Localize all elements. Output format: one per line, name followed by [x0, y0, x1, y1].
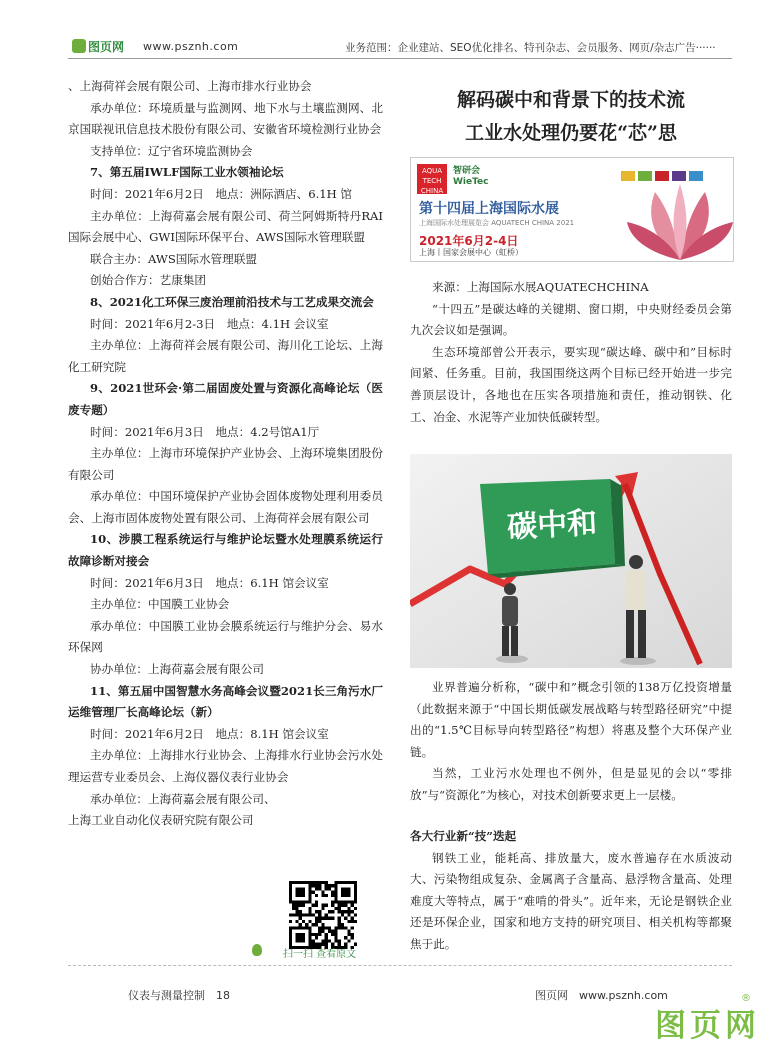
forum-detail: 联合主办：AWS国际水管理联盟 — [90, 251, 257, 266]
article-section — [410, 826, 732, 956]
forum-detail: 协办单位：上海荷嘉会展有限公司 — [90, 662, 264, 677]
left-column — [68, 76, 383, 832]
site-logo[interactable]: 图页网 — [72, 38, 124, 55]
article-paragraph: 当然，工业污水处理也不例外，但是显见的会以“零排放”与“资源化”为核心，对技术创新要求更上一层楼。 — [410, 766, 732, 802]
banner-subtitle: 上海国际水处理展览会 AQUATECH CHINA 2021 — [419, 219, 575, 227]
sign-text: 碳中和 — [506, 505, 599, 546]
forum-detail: 创始合作方：艺康集团 — [90, 273, 206, 288]
forum-detail: 支持单位：辽宁省环境监测协会 — [90, 143, 253, 158]
forum-detail: 、上海荷祥会展有限公司、上海市排水行业协会 — [68, 79, 312, 93]
wietec-logo: 智研会 WieTec — [453, 166, 489, 187]
qr-code-icon[interactable] — [289, 881, 357, 949]
site-url[interactable]: www.psznh.com — [143, 40, 239, 53]
forum-detail: 时间：2021年6月3日 地点：4.2号馆A1厅 — [90, 424, 320, 439]
forum-detail: 上海工业自动化仪表研究院有限公司 — [68, 813, 254, 828]
lotus-flower-icon — [625, 182, 734, 262]
forum-detail: 主办单位：上海荷嘉会展有限公司、荷兰阿姆斯特丹RAI国际会展中心、GWI国际环保平台、AWS国际水管理联盟 — [68, 208, 383, 245]
forum-detail: 主办单位：上海荷祥会展有限公司、海川化工论坛、上海化工研究院 — [68, 338, 383, 374]
forum-detail: 时间：2021年6月3日 地点：6.1H 馆会议室 — [90, 575, 329, 590]
forum-detail: 主办单位：中国膜工业协会 — [90, 597, 230, 612]
business-scope: 业务范围：企业建站、SEO优化排名、特刊杂志、会员服务、网页/杂志广告······ — [345, 42, 716, 54]
footer-site[interactable]: 图页网 www.psznh.com — [535, 989, 668, 1002]
article-paragraph: 钢铁工业，能耗高、排放量大，废水普遍存在水质波动大、污染物组成复杂、金属离子含量高、悬浮物含量高、处理难度大等特点，属于“难啃的骨头”。近年来，无论是钢铁企业还是环保企业，国家和地方支持的研究项目、相关机构等都聚焦于此。 — [410, 850, 732, 951]
carbon-neutral-illustration — [410, 454, 732, 668]
forum-detail: 时间：2021年6月2日 地点：8.1H 馆会议室 — [90, 726, 329, 741]
qr-caption: 扫一扫 查看原文 — [283, 949, 357, 960]
section-heading: 各大行业新“技”迭起 — [410, 829, 517, 843]
article-body — [410, 677, 732, 807]
watermark-logo: 图页网 — [655, 1008, 760, 1044]
banner-title: 第十四届上海国际水展 — [419, 201, 559, 217]
expo-banner — [410, 157, 734, 262]
article-title-line2: 工业水处理仍要花“芯”思 — [465, 122, 677, 144]
forum-detail: 主办单位：上海市环境保护产业协会、上海环境集团股份有限公司 — [68, 446, 383, 482]
page-header — [0, 0, 777, 66]
forum-heading: 10、涉膜工程系统运行与维护论坛暨水处理膜系统运行故障诊断对接会 — [68, 532, 383, 569]
forum-heading: 9、2021世环会·第二届固废处置与资源化高峰论坛（医废专题） — [68, 381, 383, 417]
forum-heading: 11、第五届中国智慧水务高峰会议暨2021长三角污水厂运维管理厂长高峰论坛（新） — [68, 683, 383, 720]
forum-detail: 主办单位：上海排水行业协会、上海排水行业协会污水处理运营专业委员会、上海仪器仪表行业协会 — [68, 748, 383, 784]
article-title-line1: 解码碳中和背景下的技术流 — [456, 89, 685, 111]
registered-mark: ® — [741, 993, 751, 1004]
article-paragraph: 生态环境部曾公开表示，要实现“碳达峰、碳中和”目标时间紧、任务重。目前，我国围绕这两个目标已经开始进一步完善顶层设计，各地也在压实各项措施和责任，推动钢铁、化工、冶金、水泥等产业加快低碳转型。 — [410, 344, 732, 424]
aquatech-logo: AQUA TECH CHINA — [417, 164, 447, 194]
logo-icon — [72, 39, 86, 53]
forum-detail: 时间：2021年6月2-3日 地点：4.1H 会议室 — [90, 316, 329, 331]
forum-detail: 承办单位：环境质量与监测网、地下水与土壤监测网、北京国联视讯信息技术股份有限公司、安徽省环境检测行业协会 — [68, 100, 383, 137]
forum-detail: 时间：2021年6月2日 地点：洲际酒店、6.1H 馆 — [90, 186, 353, 201]
leaf-icon — [252, 944, 262, 956]
forum-detail: 承办单位：上海荷嘉会展有限公司、 — [90, 791, 276, 806]
banner-venue: 上海丨国家会展中心（虹桥） — [419, 248, 523, 257]
article-paragraph: 业界普遍分析称，“碳中和”概念引领的138万亿投资增量（此数据来源于“中国长期低碳发展战略与转型路径研究”中提出的“1.5℃目标导向转型路径”构想）将惠及整个大环保产业链。 — [410, 680, 732, 759]
article-paragraph: “十四五”是碳达峰的关键期、窗口期，中央财经委员会第九次会议如是强调。 — [410, 301, 732, 338]
article-source: 来源：上海国际水展AQUATECHCHINA — [432, 280, 649, 294]
banner-date: 2021年6月2-4日 — [419, 234, 519, 248]
footer-divider — [68, 965, 732, 966]
forum-detail: 承办单位：中国膜工业协会膜系统运行与维护分会、易水环保网 — [68, 618, 383, 655]
forum-detail: 承办单位：中国环境保护产业协会固体废物处理利用委员会、上海市固体废物处置有限公司、上海荷祥会展有限公司 — [68, 489, 383, 525]
forum-heading: 7、第五届IWLF国际工业水领袖论坛 — [90, 165, 284, 180]
forum-heading: 8、2021化工环保三废治理前沿技术与工艺成果交流会 — [90, 294, 374, 309]
header-divider — [68, 58, 732, 59]
carbon-neutral-photo — [410, 454, 732, 668]
article-title — [410, 84, 732, 150]
article-intro — [410, 277, 732, 428]
footer-journal-page: 仪表与测量控制 18 — [128, 989, 230, 1002]
